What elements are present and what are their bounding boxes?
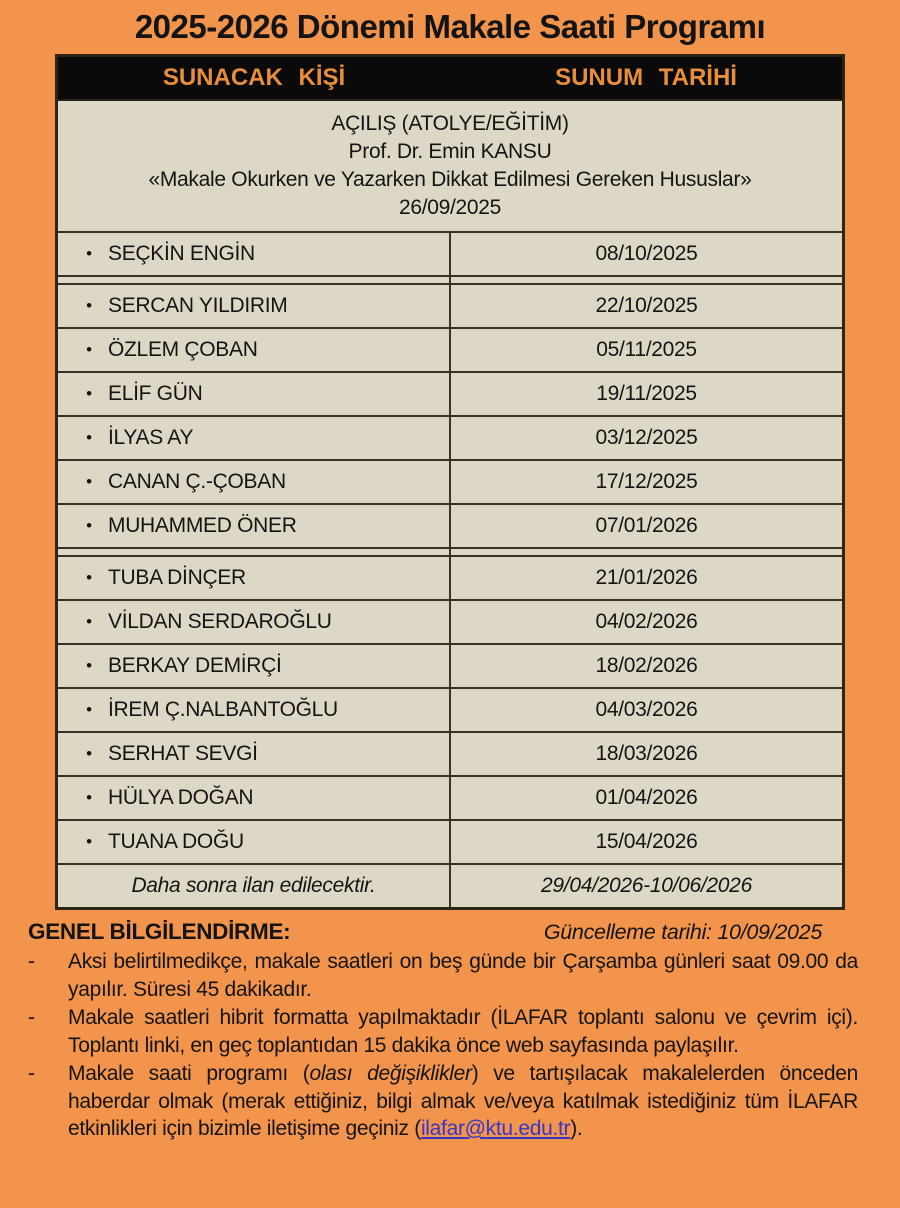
presentation-date: 19/11/2025 [450, 372, 844, 416]
opening-line: Prof. Dr. Emin KANSU [348, 140, 552, 163]
info-bullet-item [28, 948, 858, 1003]
opening-line: «Makale Okurken ve Yazarken Dikkat Edilmesi Gereken Hususlar» [148, 168, 752, 191]
presentation-date: 22/10/2025 [450, 284, 844, 328]
tba-date-range: 29/04/2026-10/06/2026 [450, 864, 844, 909]
tba-label: Daha sonra ilan edilecektir. [57, 864, 451, 909]
italic-text: olası değişiklikler [309, 1062, 472, 1085]
schedule-table [55, 54, 845, 910]
table-row [57, 328, 844, 372]
presenter-cell [57, 504, 451, 548]
section-gap-cell [450, 548, 844, 556]
presenter-name: SEÇKİN ENGİN [108, 242, 255, 265]
presentation-date: 07/01/2026 [450, 504, 844, 548]
presenter-cell [57, 732, 451, 776]
table-row [57, 820, 844, 864]
table-row [57, 416, 844, 460]
page-title: 2025-2026 Dönemi Makale Saati Programı [134, 8, 766, 45]
opening-line: AÇILIŞ (ATOLYE/EĞİTİM) [331, 112, 569, 135]
presentation-date: 18/03/2026 [450, 732, 844, 776]
bullet-icon: • [86, 516, 92, 535]
presentation-date: 17/12/2025 [450, 460, 844, 504]
body-text: ) ve tartışılacak makalelerden önceden haberdar olmak (merak ettiğiniz, bilgi almak ve/veya katılmak istediğiniz tüm İLAFAR etkinlikleri için bizimle iletişime geçiniz ( [68, 1062, 859, 1140]
presenter-name: VİLDAN SERDAROĞLU [108, 610, 332, 633]
opening-session-cell [57, 100, 844, 232]
presenter-cell [57, 284, 451, 328]
presenter-name: CANAN Ç.-ÇOBAN [108, 470, 286, 493]
table-row [57, 556, 844, 600]
info-header-line [28, 919, 858, 945]
body-text: ). [570, 1117, 583, 1140]
table-row [57, 372, 844, 416]
table-row [57, 460, 844, 504]
dash-marker: - [28, 1006, 35, 1029]
presenter-cell [57, 644, 451, 688]
presenter-cell [57, 776, 451, 820]
presenter-name: ÖZLEM ÇOBAN [108, 338, 258, 361]
info-bullet-text [68, 1004, 858, 1059]
bullet-icon: • [86, 788, 92, 807]
presentation-date: 18/02/2026 [450, 644, 844, 688]
table-row [57, 688, 844, 732]
bullet-icon: • [86, 472, 92, 491]
opening-session-row [57, 100, 844, 232]
section-gap-row [57, 276, 844, 284]
presentation-date: 04/03/2026 [450, 688, 844, 732]
presenter-cell [57, 460, 451, 504]
section-gap-cell [57, 276, 451, 284]
table-row [57, 732, 844, 776]
body-text: Makale saati programı ( [68, 1062, 310, 1085]
info-bullet-text [68, 948, 858, 1003]
bullet-icon: • [86, 340, 92, 359]
bullet-icon: • [86, 744, 92, 763]
presentation-date: 05/11/2025 [450, 328, 844, 372]
presenter-name: SERCAN YILDIRIM [108, 294, 288, 317]
presenter-name: İLYAS AY [108, 426, 194, 449]
column-header-date: SUNUM TARİHİ [450, 56, 844, 101]
update-date: Güncelleme tarihi: 10/09/2025 [543, 920, 822, 944]
dash-marker: - [28, 1062, 35, 1085]
presenter-cell [57, 600, 451, 644]
table-row [57, 284, 844, 328]
presentation-date: 01/04/2026 [450, 776, 844, 820]
schedule-document [0, 8, 900, 1143]
bullet-icon: • [86, 428, 92, 447]
table-row [57, 504, 844, 548]
presentation-date: 04/02/2026 [450, 600, 844, 644]
presenter-cell [57, 688, 451, 732]
presenter-cell [57, 232, 451, 276]
dash-marker: - [28, 950, 35, 973]
general-information-section [28, 919, 858, 1143]
column-header-presenter: SUNACAK KİŞİ [57, 56, 451, 101]
presenter-name: TUBA DİNÇER [108, 566, 246, 589]
presenter-cell [57, 416, 451, 460]
bullet-icon: • [86, 296, 92, 315]
presenter-name: SERHAT SEVGİ [108, 742, 258, 765]
presenter-name: ELİF GÜN [108, 382, 203, 405]
presenter-name: BERKAY DEMİRÇİ [108, 654, 282, 677]
body-text: Aksi belirtilmedikçe, makale saatleri on beş günde bir Çarşamba günleri saat 09.00 da yapılır. Süresi 45 dakikadır. [68, 950, 858, 1001]
table-row [57, 776, 844, 820]
bullet-icon: • [86, 384, 92, 403]
presenter-cell [57, 556, 451, 600]
opening-line: 26/09/2025 [398, 196, 502, 219]
presenter-cell [57, 372, 451, 416]
presentation-date: 15/04/2026 [450, 820, 844, 864]
table-row [57, 232, 844, 276]
presenter-name: İREM Ç.NALBANTOĞLU [108, 698, 338, 721]
info-bullet-list [28, 948, 858, 1143]
info-heading: GENEL BİLGİLENDİRME: [28, 919, 291, 944]
info-bullet-item [28, 1004, 858, 1059]
presenter-name: MUHAMMED ÖNER [108, 514, 297, 537]
presenter-name: TUANA DOĞU [108, 830, 244, 853]
presenter-cell [57, 328, 451, 372]
bullet-icon: • [86, 244, 92, 263]
email-link[interactable]: ilafar@ktu.edu.tr [420, 1117, 571, 1140]
bullet-icon: • [86, 832, 92, 851]
bullet-icon: • [86, 656, 92, 675]
section-gap-row [57, 548, 844, 556]
section-gap-cell [450, 276, 844, 284]
presenter-name: HÜLYA DOĞAN [108, 786, 254, 809]
section-gap-cell [57, 548, 451, 556]
presentation-date: 03/12/2025 [450, 416, 844, 460]
bullet-icon: • [86, 568, 92, 587]
body-text: Makale saatleri hibrit formatta yapılmaktadır (İLAFAR toplantı salonu ve çevrim içi). Toplantı linki, en geç toplantıdan 15 dakika önce web sayfasında paylaşılır. [68, 1006, 858, 1057]
table-row [57, 644, 844, 688]
bullet-icon: • [86, 612, 92, 631]
presentation-date: 21/01/2026 [450, 556, 844, 600]
info-bullet-item [28, 1060, 858, 1143]
presentation-date: 08/10/2025 [450, 232, 844, 276]
info-bullet-text [68, 1060, 858, 1143]
bullet-icon: • [86, 700, 92, 719]
presenter-cell [57, 820, 451, 864]
table-row [57, 600, 844, 644]
schedule-table-header [57, 56, 844, 101]
tba-row [57, 864, 844, 909]
